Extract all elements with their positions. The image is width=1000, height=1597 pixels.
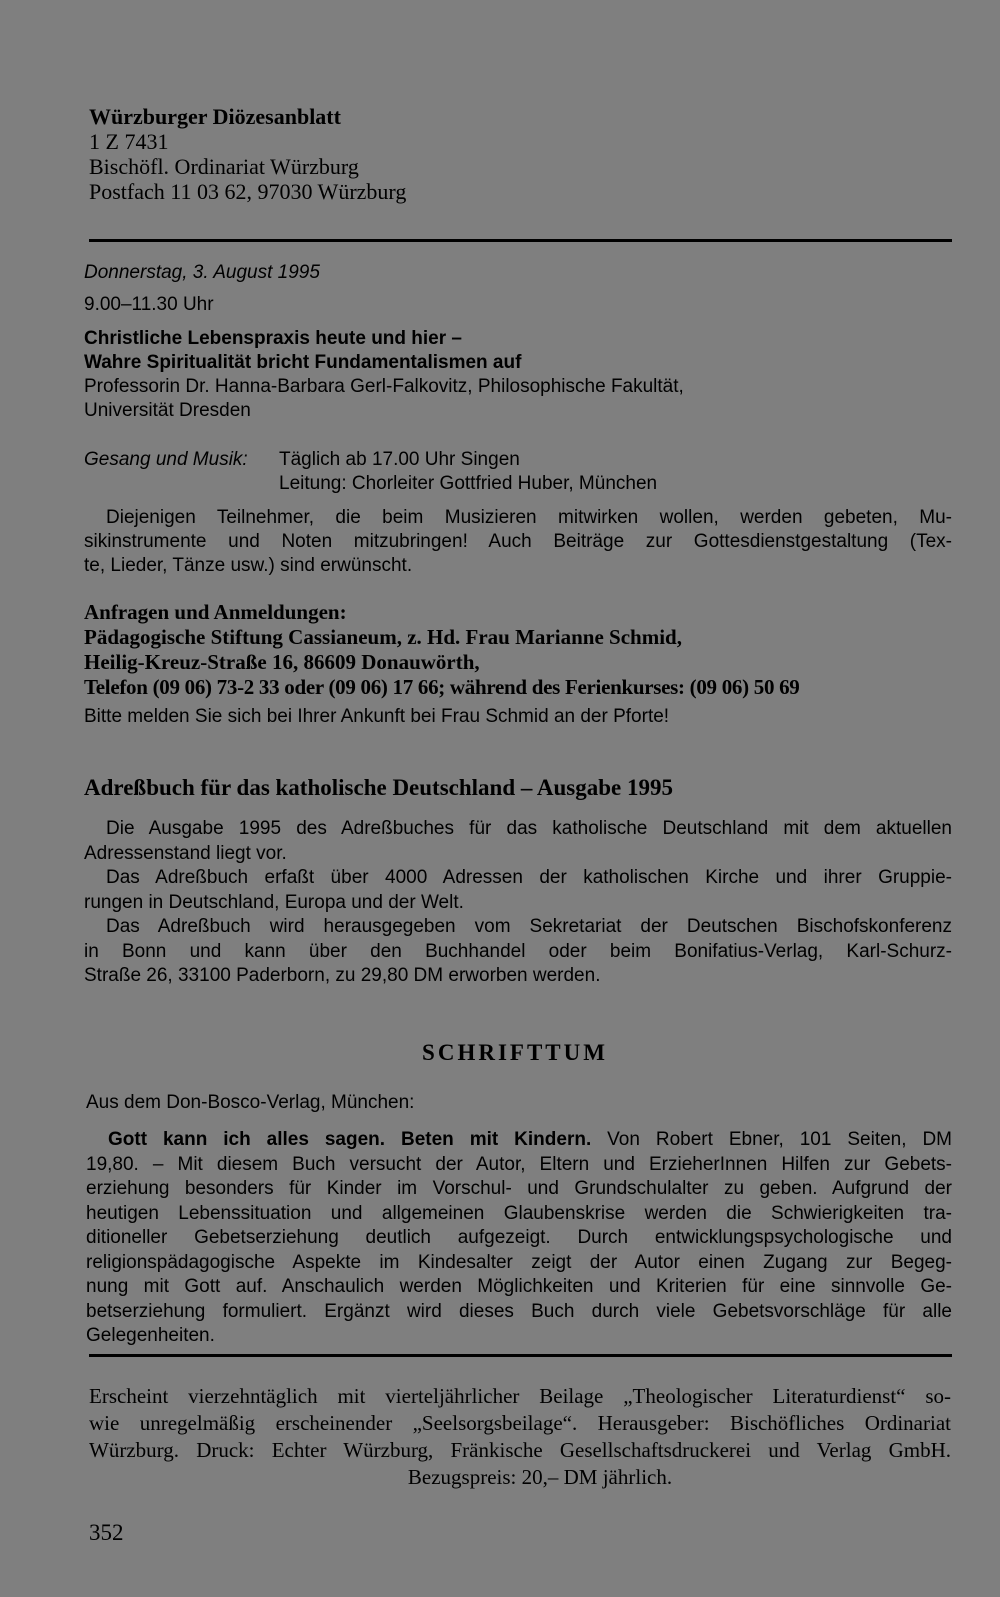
adressbuch-p3-line1: Das Adreßbuch wird herausgegeben vom Sekretariat der Deutschen Bischofskonferenz (106, 916, 952, 937)
review-line-4: ditioneller Gebetserziehung deutlich aufgezeigt. Durch entwicklungspsychologische und (86, 1227, 952, 1248)
participants-line2: sikinstrumente und Noten mitzubringen! Auch Beiträge zur Gottesdienstgestaltung (Tex- (84, 531, 952, 552)
event-speaker-line2: Universität Dresden (84, 400, 251, 421)
review-first-line: Von Robert Ebner, 101 Seiten, DM (591, 1129, 952, 1150)
music-block (84, 448, 954, 496)
contact-block (84, 600, 954, 700)
music-time: Täglich ab 17.00 Uhr Singen (279, 449, 520, 470)
schrifttum-publisher-block (86, 1091, 956, 1115)
adressbuch-p1-line2: Adressenstand liegt vor. (84, 842, 287, 864)
imprint-line3: Würzburg. Druck: Echter Würzburg, Fränkische Gesellschaftsdruckerei und Verlag GmbH. (89, 1438, 951, 1462)
schrifttum-publisher: Aus dem Don-Bosco-Verlag, München: (86, 1092, 415, 1113)
music-lead: Leitung: Chorleiter Gottfried Huber, München (279, 473, 658, 494)
event-date: Donnerstag, 3. August 1995 (84, 262, 320, 283)
event-title-line1: Christliche Lebenspraxis heute und hier – (84, 328, 462, 349)
page-number-block (89, 1519, 124, 1547)
participants-paragraph (84, 506, 952, 578)
arrival-note: Bitte melden Sie sich bei Ihrer Ankunft bei Frau Schmid an der Pforte! (84, 706, 670, 727)
masthead-code: 1 Z 7431 (89, 129, 169, 154)
imprint-line1: Erscheint vierzehntäglich mit vierteljährlicher Beilage „Theologischer Literaturdienst“ so- (89, 1384, 951, 1408)
book-title: Gott kann ich alles sagen. Beten mit Kindern. (108, 1129, 592, 1150)
adressbuch-heading: Adreßbuch für das katholische Deutschland – Ausgabe 1995 (84, 775, 673, 800)
page-number: 352 (89, 1520, 124, 1545)
review-line-1: 19,80. – Mit diesem Buch versucht der Autor, Eltern und ErzieherInnen Hilfen zur Gebets- (86, 1153, 952, 1175)
adressbuch-p3-line3: Straße 26, 33100 Paderborn, zu 29,80 DM erworben werden. (84, 965, 601, 986)
participants-line3: te, Lieder, Tänze usw.) sind erwünscht. (84, 555, 413, 576)
imprint-line2: wie unregelmäßig erscheinender „Seelsorgsbeilage“. Herausgeber: Bischöfliches Ordinariat (89, 1411, 951, 1435)
contact-line1: Pädagogische Stiftung Cassianeum, z. Hd. Frau Marianne Schmid, (84, 625, 682, 649)
imprint-line4: Bezugspreis: 20,– DM jährlich. (407, 1465, 673, 1489)
adressbuch-heading-block (84, 774, 954, 802)
masthead (89, 104, 589, 204)
masthead-address: Postfach 11 03 62, 97030 Würzburg (89, 179, 407, 204)
review-line-2: erziehung besonders für Kinder im Vorschul- und Grundschulalter zu geben. Aufgrund der (86, 1178, 952, 1199)
review-line-3: heutigen Lebenssituation und allgemeinen Glaubenskrise werden die Schwierigkeiten tra- (86, 1202, 952, 1224)
schrifttum-heading: SCHRIFTTUM (422, 1040, 608, 1065)
participants-line1: Diejenigen Teilnehmer, die beim Musizieren mitwirken wollen, werden gebeten, Mu- (106, 507, 952, 528)
masthead-title: Würzburger Diözesanblatt (89, 104, 341, 129)
review-line-7: betserziehung formuliert. Ergänzt wird dieses Buch durch viele Gebetsvorschläge für alle (86, 1300, 952, 1322)
adressbuch-p1-line1: Die Ausgabe 1995 des Adreßbuches für das katholische Deutschland mit dem aktuellen (106, 818, 952, 839)
contact-line2: Heilig-Kreuz-Straße 16, 86609 Donauwörth, (84, 650, 480, 674)
masthead-publisher: Bischöfl. Ordinariat Würzburg (89, 154, 359, 179)
imprint (89, 1383, 951, 1491)
top-divider (89, 239, 952, 242)
contact-line3: Telefon (09 06) 73-2 33 oder (09 06) 17 66; während des Ferienkurses: (09 06) 50 69 (84, 675, 800, 699)
adressbuch-body (84, 817, 952, 989)
adressbuch-p2-line2: rungen in Deutschland, Europa und der Welt. (84, 891, 464, 913)
arrival-note-block (84, 705, 954, 729)
event-title-line2: Wahre Spiritualität bricht Fundamentalismen auf (84, 352, 522, 373)
book-review (86, 1128, 952, 1349)
adressbuch-p2-line1: Das Adreßbuch erfaßt über 4000 Adressen der katholischen Kirche und ihrer Gruppie- (106, 867, 952, 888)
event-speaker-line1: Professorin Dr. Hanna-Barbara Gerl-Falkovitz, Philosophische Fakultät, (84, 376, 684, 397)
adressbuch-p3-line2: in Bonn und kann über den Buchhandel oder beim Bonifatius-Verlag, Karl-Schurz- (84, 940, 952, 962)
bottom-divider (89, 1354, 952, 1357)
contact-heading: Anfragen und Anmeldungen: (84, 600, 347, 624)
review-line-5: religionspädagogische Aspekte im Kindesalter zeigt der Autor einen Zugang zur Begeg- (86, 1251, 952, 1273)
review-line-0 (86, 1128, 952, 1153)
event-time: 9.00–11.30 Uhr (84, 294, 214, 315)
music-label: Gesang und Musik: (84, 449, 248, 470)
schrifttum-heading-block (0, 1039, 1000, 1067)
review-line-8: Gelegenheiten. (86, 1325, 215, 1346)
review-line-6: nung mit Gott auf. Anschaulich werden Möglichkeiten und Kriterien für eine sinnvolle Ge- (86, 1276, 952, 1297)
event-section (84, 261, 954, 578)
